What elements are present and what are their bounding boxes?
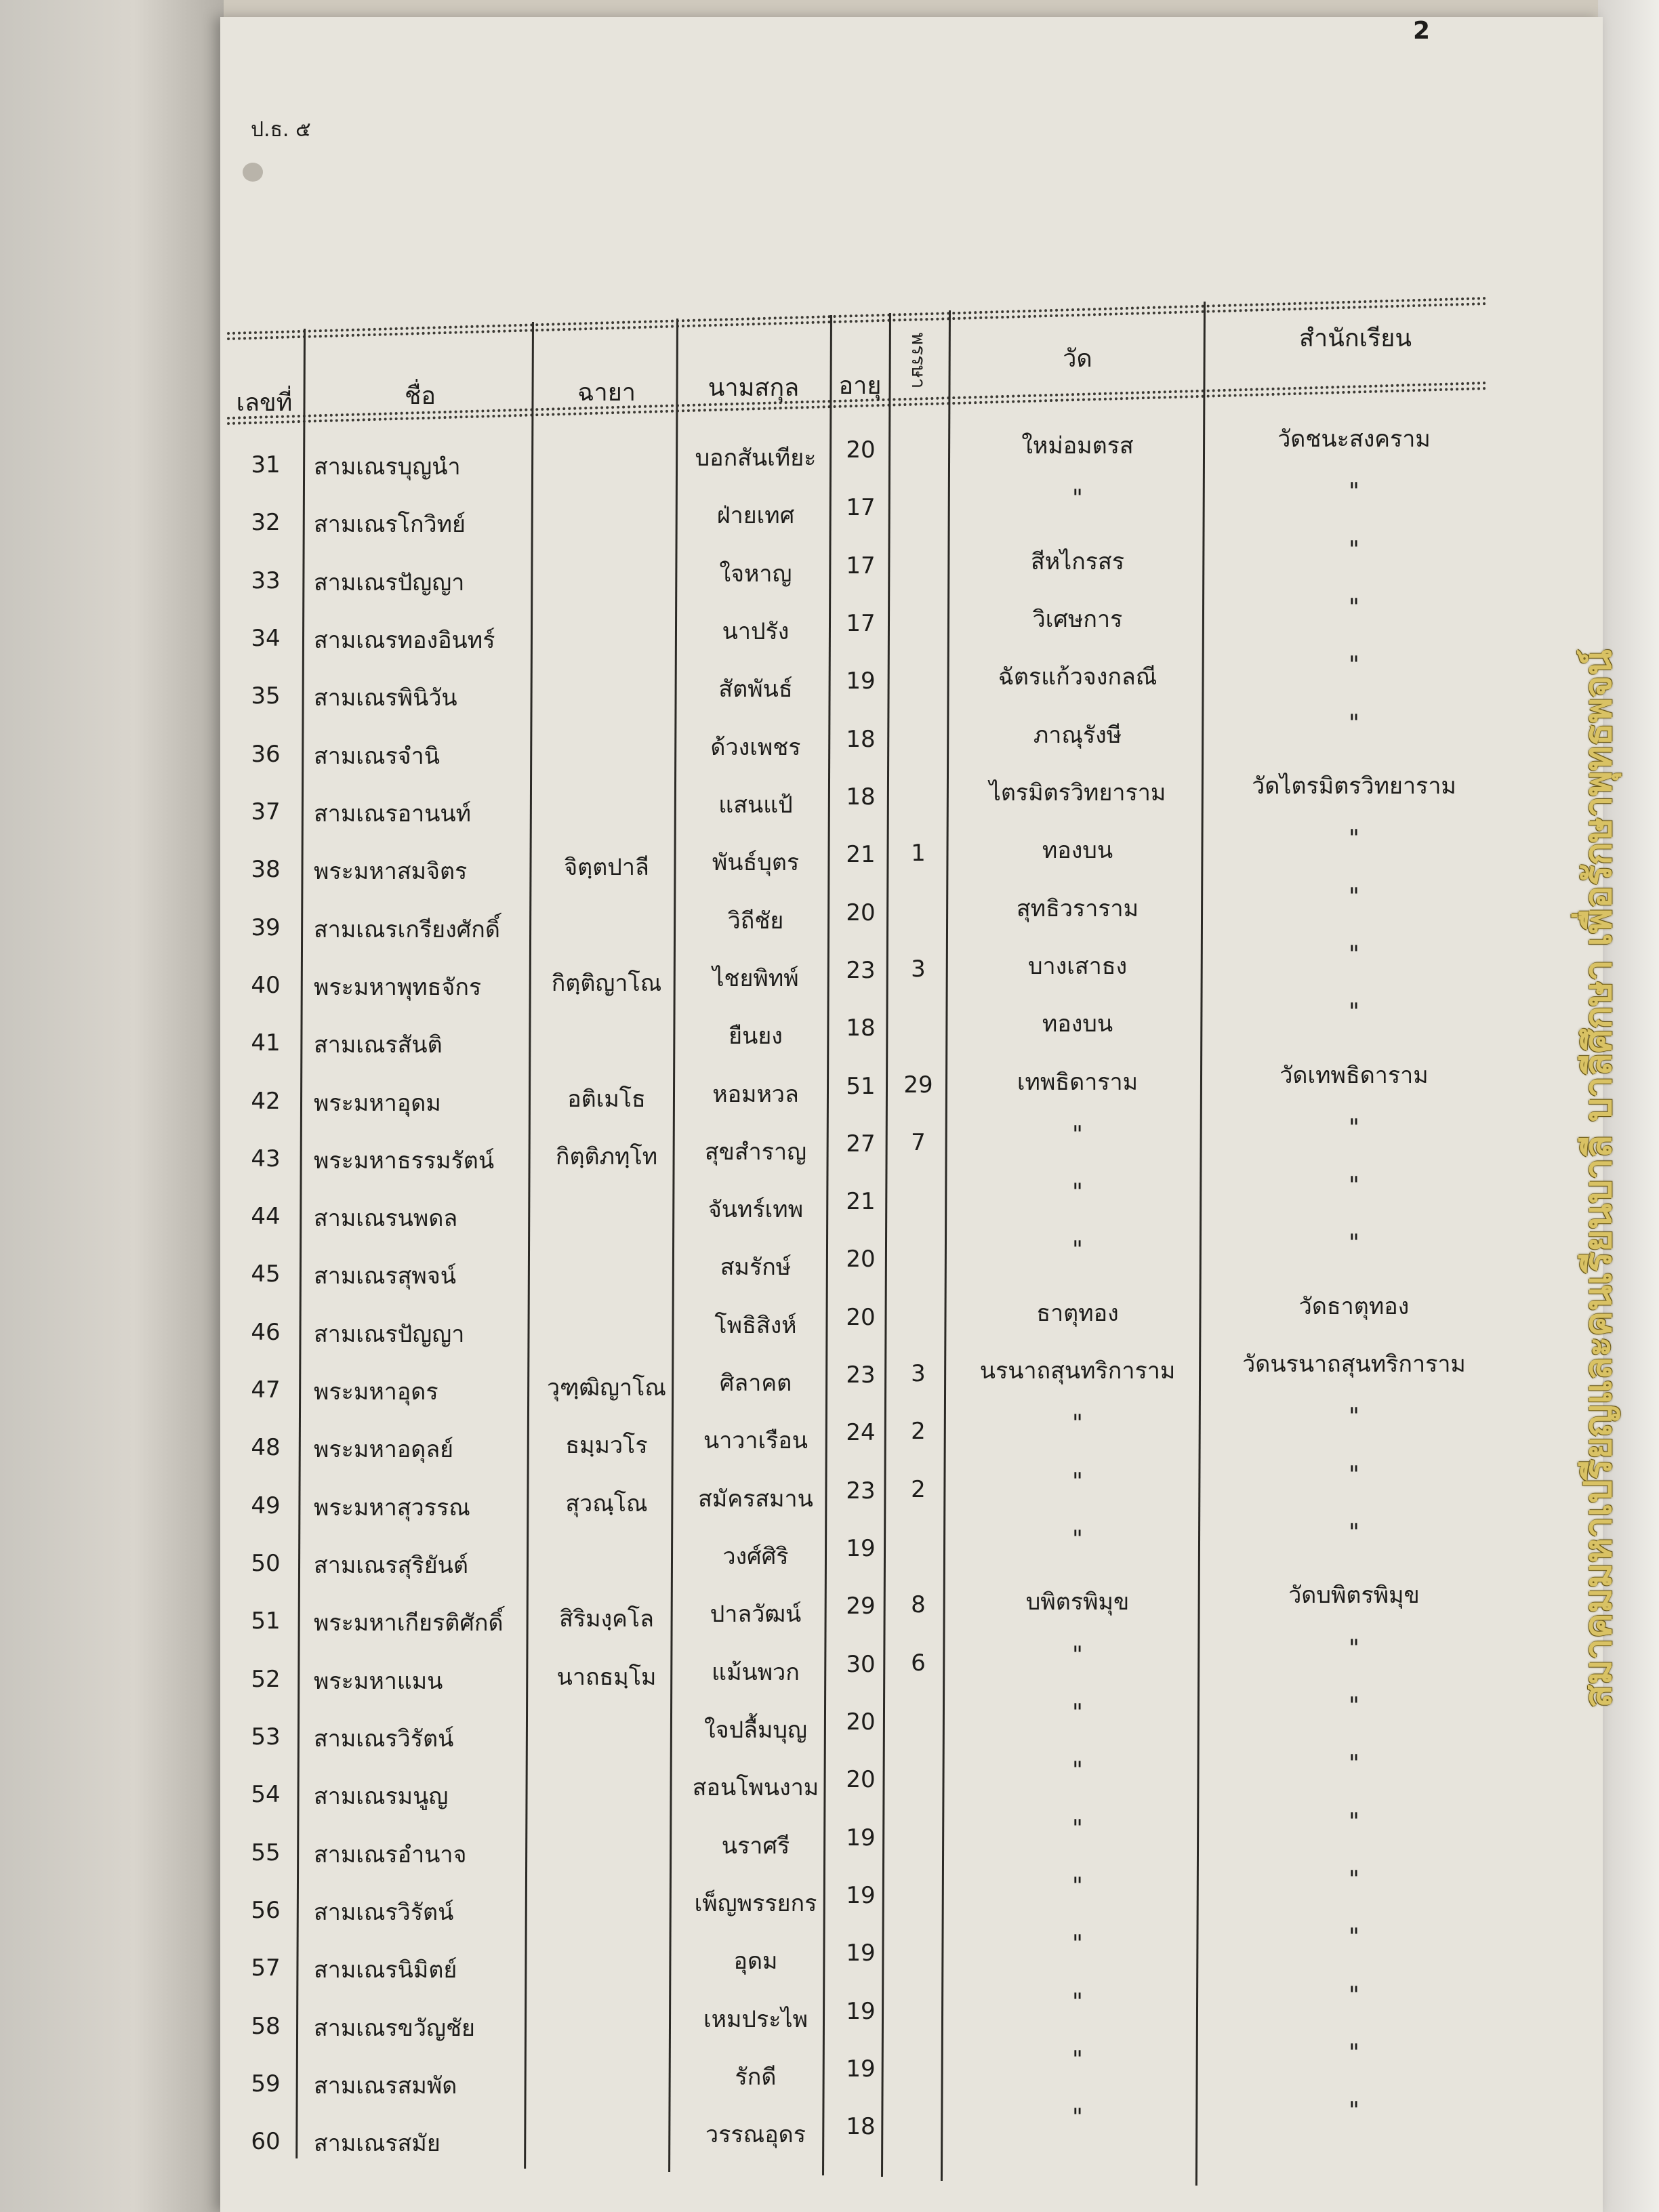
row-39-school: ": [1349, 882, 1359, 910]
row-52-wat: ": [1072, 1641, 1083, 1668]
row-46-wat: ธาตุทอง: [1036, 1299, 1119, 1327]
row-34-no: 34: [251, 624, 281, 652]
row-58-age: 19: [846, 1997, 876, 2025]
row-45-age: 20: [846, 1246, 876, 1273]
row-45-name: สามเณรสุพจน์: [314, 1263, 457, 1290]
row-33-age: 17: [846, 552, 876, 579]
row-56-name: สามเณรวิรัตน์: [314, 1899, 454, 1926]
row-52-surname: แม้นพวก: [712, 1658, 800, 1686]
row-39-wat: สุทธิวราราม: [1016, 895, 1139, 922]
row-39-name: สามเณรเกรียงศักดิ์: [314, 916, 500, 943]
row-31-name: สามเณรบุญนำ: [314, 453, 461, 480]
row-54-surname: สอนโพนงาม: [692, 1774, 819, 1802]
row-53-age: 20: [846, 1708, 876, 1736]
row-55-name: สามเณรอำนาจ: [314, 1841, 467, 1868]
row-42-alias: อติเมโธ: [567, 1085, 646, 1113]
row-53-surname: ใจปลื้มบุญ: [704, 1717, 807, 1744]
row-52-vassa: 6: [911, 1649, 926, 1677]
row-40-school: ": [1349, 940, 1359, 968]
row-38-surname: พันธ์บุตร: [712, 849, 800, 877]
row-56-wat: ": [1072, 1872, 1083, 1900]
row-60-school: ": [1349, 2097, 1359, 2125]
row-41-no: 41: [251, 1029, 281, 1057]
row-43-age: 27: [846, 1130, 876, 1158]
row-43-surname: สุขสำราญ: [704, 1138, 807, 1166]
row-43-no: 43: [251, 1145, 281, 1172]
row-36-no: 36: [251, 740, 281, 768]
row-41-age: 18: [846, 1015, 876, 1042]
row-47-vassa: 3: [911, 1360, 926, 1388]
row-38-wat: ทองบน: [1042, 837, 1113, 865]
row-53-school: ": [1349, 1692, 1359, 1720]
row-53-no: 53: [251, 1723, 281, 1751]
row-48-name: พระมหาอดุลย์: [314, 1436, 454, 1464]
row-55-wat: ": [1072, 1814, 1083, 1842]
row-48-wat: ": [1072, 1410, 1083, 1437]
row-60-no: 60: [251, 2128, 281, 2156]
row-51-name: พระมหาเกียรติศักดิ์: [314, 1610, 504, 1637]
row-58-wat: ": [1072, 1988, 1083, 2015]
row-52-school: ": [1349, 1634, 1359, 1662]
row-31-surname: บอกสันเทียะ: [695, 445, 817, 472]
row-48-alias: ธมฺมวโร: [565, 1432, 648, 1460]
row-56-age: 19: [846, 1882, 876, 1909]
row-37-no: 37: [251, 798, 281, 825]
row-40-surname: ไชยพิทพ์: [712, 964, 799, 992]
row-54-school: ": [1349, 1750, 1359, 1778]
row-58-school: ": [1349, 1981, 1359, 2009]
form-code: ป.ธ. ๕: [251, 118, 311, 142]
facing-page: [0, 0, 224, 2212]
row-31-wat: ใหม่อมตรส: [1021, 432, 1134, 459]
row-50-school: ": [1349, 1519, 1359, 1547]
row-35-no: 35: [251, 682, 281, 710]
row-40-vassa: 3: [911, 955, 926, 983]
header-surname: นามสกุล: [708, 374, 800, 402]
row-51-age: 29: [846, 1593, 876, 1620]
row-47-age: 23: [846, 1361, 876, 1389]
row-40-age: 23: [846, 956, 876, 984]
row-60-surname: วรรณอุดร: [705, 2121, 806, 2149]
row-55-school: ": [1349, 1807, 1359, 1835]
row-33-school: ": [1349, 535, 1359, 563]
row-34-name: สามเณรทองอินทร์: [314, 626, 495, 654]
row-51-wat: บพิตรพิมุข: [1025, 1589, 1130, 1616]
row-46-age: 20: [846, 1303, 876, 1331]
row-51-surname: ปาลวัฒน์: [710, 1601, 802, 1629]
row-60-age: 18: [846, 2113, 876, 2141]
row-52-alias: นาถธมฺโม: [556, 1663, 657, 1691]
row-37-surname: แสนแป้: [718, 791, 793, 819]
row-56-school: ": [1349, 1866, 1359, 1893]
row-46-surname: โพธิสิงห์: [714, 1311, 797, 1339]
header-wat: วัด: [1063, 345, 1092, 373]
row-42-age: 51: [846, 1072, 876, 1100]
row-35-school: ": [1349, 651, 1359, 679]
row-35-age: 19: [846, 668, 876, 695]
row-40-wat: บางเสาธง: [1027, 952, 1128, 980]
row-47-no: 47: [251, 1376, 281, 1404]
page-number: 2: [1413, 17, 1431, 45]
row-34-surname: นาปรัง: [722, 617, 790, 645]
row-47-name: พระมหาอุดร: [314, 1378, 438, 1406]
row-40-alias: กิตฺติญาโณ: [551, 969, 662, 997]
row-49-surname: สมัครสมาน: [698, 1485, 813, 1513]
row-49-alias: สุวณฺโณ: [565, 1490, 648, 1517]
row-38-no: 38: [251, 856, 281, 884]
row-37-name: สามเณรอานนท์: [314, 800, 472, 827]
row-50-wat: ": [1072, 1525, 1083, 1553]
row-47-alias: วุฑฺฒิญาโณ: [547, 1374, 666, 1402]
row-31-no: 31: [251, 451, 281, 478]
row-38-school: ": [1349, 825, 1359, 853]
row-35-name: สามเณรพินิวัน: [314, 684, 457, 712]
row-42-name: พระมหาอุดม: [314, 1089, 441, 1117]
row-39-age: 20: [846, 899, 876, 926]
row-44-school: ": [1349, 1172, 1359, 1200]
row-59-age: 19: [846, 2055, 876, 2083]
row-44-age: 21: [846, 1188, 876, 1216]
row-45-surname: สมรักษ์: [720, 1254, 792, 1282]
row-38-vassa: 1: [911, 840, 926, 867]
row-41-school: ": [1349, 998, 1359, 1026]
row-41-surname: ยืนยง: [729, 1023, 783, 1050]
row-42-wat: เทพธิดาราม: [1017, 1068, 1139, 1096]
row-50-no: 50: [251, 1550, 281, 1578]
row-50-surname: วงศ์ศิริ: [722, 1543, 789, 1571]
row-59-surname: รักดี: [735, 2063, 777, 2091]
row-59-no: 59: [251, 2070, 281, 2097]
row-31-school: วัดชนะสงคราม: [1277, 426, 1431, 453]
row-45-school: ": [1349, 1229, 1359, 1257]
row-46-no: 46: [251, 1318, 281, 1346]
row-47-surname: ศิลาคต: [719, 1370, 792, 1397]
row-49-no: 49: [251, 1492, 281, 1519]
row-59-school: ": [1349, 2039, 1359, 2066]
row-48-school: ": [1349, 1403, 1359, 1431]
row-37-age: 18: [846, 783, 876, 811]
row-38-name: พระมหาสมจิตร: [314, 858, 468, 886]
row-45-no: 45: [251, 1261, 281, 1288]
row-51-alias: สิริมงฺคโล: [559, 1605, 654, 1633]
row-51-school: วัดบพิตรพิมุข: [1288, 1582, 1420, 1610]
row-58-surname: เหมประไพ: [703, 2005, 808, 2033]
row-51-no: 51: [251, 1607, 281, 1635]
row-43-name: พระมหาธรรมรัตน์: [314, 1147, 495, 1174]
row-37-wat: ไตรมิตรวิทยาราม: [989, 779, 1166, 806]
row-49-vassa: 2: [911, 1475, 926, 1503]
row-52-name: พระมหาแมน: [314, 1667, 443, 1695]
row-39-surname: วิถีชัย: [727, 907, 784, 935]
row-31-age: 20: [846, 436, 876, 464]
row-36-wat: ภาณุรังษี: [1033, 721, 1122, 749]
row-49-name: พระมหาสุวรรณ: [314, 1494, 470, 1521]
row-54-age: 20: [846, 1766, 876, 1794]
row-37-school: วัดไตรมิตรวิทยาราม: [1252, 772, 1456, 800]
row-43-wat: ": [1072, 1120, 1083, 1148]
row-42-surname: หอมหวล: [712, 1080, 799, 1108]
row-52-age: 30: [846, 1650, 876, 1678]
row-45-wat: ": [1072, 1236, 1083, 1264]
row-56-surname: เพ็ญพรรยกร: [694, 1890, 817, 1917]
row-55-surname: นราศรี: [721, 1832, 790, 1860]
row-33-surname: ใจหาญ: [719, 560, 792, 588]
row-34-school: ": [1349, 593, 1359, 621]
row-50-name: สามเณรสุริยันต์: [314, 1552, 468, 1580]
row-38-alias: จิตฺตปาลี: [564, 854, 649, 882]
row-48-surname: นาวาเรือน: [703, 1427, 808, 1455]
row-34-wat: วิเศษการ: [1032, 605, 1123, 633]
row-32-name: สามเณรโกวิทย์: [314, 511, 466, 539]
row-49-age: 23: [846, 1477, 876, 1504]
row-58-no: 58: [251, 2012, 281, 2040]
row-41-name: สามเณรสันติ: [314, 1031, 443, 1059]
row-36-school: ": [1349, 709, 1359, 737]
row-54-name: สามเณรมนูญ: [314, 1783, 449, 1811]
row-57-school: ": [1349, 1923, 1359, 1951]
row-42-vassa: 29: [903, 1071, 933, 1099]
row-38-age: 21: [846, 841, 876, 869]
row-43-vassa: 7: [911, 1128, 926, 1156]
row-40-name: พระมหาพุทธจักร: [314, 973, 482, 1001]
row-39-no: 39: [251, 914, 281, 941]
row-55-no: 55: [251, 1839, 281, 1866]
header-alias: ฉายา: [577, 379, 636, 407]
row-59-wat: ": [1072, 2045, 1083, 2073]
row-43-school: ": [1349, 1113, 1359, 1141]
row-36-name: สามเณรจำนิ: [314, 742, 440, 770]
row-46-school: วัดธาตุทอง: [1298, 1292, 1410, 1320]
row-57-no: 57: [251, 1954, 281, 1982]
row-47-wat: นรนาถสุนทริการาม: [979, 1357, 1176, 1385]
row-32-wat: ": [1072, 485, 1083, 512]
row-57-age: 19: [846, 1940, 876, 1967]
row-44-no: 44: [251, 1203, 281, 1231]
row-50-age: 19: [846, 1535, 876, 1563]
header-no: เลขที่: [236, 389, 293, 417]
header-age: อายุ: [838, 372, 882, 400]
header-name: ชื่อ: [404, 382, 436, 410]
row-33-name: สามเณรปัญญา: [314, 569, 465, 596]
row-32-surname: ฝ่ายเทศ: [716, 502, 795, 530]
row-32-no: 32: [251, 509, 281, 537]
row-49-school: ": [1349, 1460, 1359, 1488]
row-49-wat: ": [1072, 1467, 1083, 1495]
row-53-wat: ": [1072, 1699, 1083, 1727]
row-35-wat: ฉัตรแก้วจงกลณี: [998, 663, 1158, 691]
row-32-age: 17: [846, 494, 876, 522]
row-48-age: 24: [846, 1419, 876, 1447]
row-36-age: 18: [846, 725, 876, 753]
watermark: สมาคมมหาเปรียญและคนเรียนบาลี บาลีศึกษา เพื่อรักษาพุทธพจน์: [1576, 649, 1620, 1708]
row-60-name: สามเณรสมัย: [314, 2130, 441, 2158]
header-school: สำนักเรียน: [1299, 325, 1412, 352]
row-55-age: 19: [846, 1824, 876, 1851]
row-44-name: สามเณรนพดล: [314, 1205, 458, 1233]
row-60-wat: ": [1072, 2104, 1083, 2131]
punch-hole: [243, 163, 263, 182]
row-32-school: ": [1349, 478, 1359, 506]
header-vassa: พรรษา: [907, 332, 930, 389]
row-58-name: สามเณรขวัญชัย: [314, 2014, 475, 2042]
row-46-name: สามเณรปัญญา: [314, 1320, 465, 1348]
row-48-no: 48: [251, 1434, 281, 1462]
row-53-name: สามเณรวิรัตน์: [314, 1725, 454, 1753]
row-42-school: วัดเทพธิดาราม: [1279, 1061, 1429, 1089]
row-35-surname: สัตพันธ์: [718, 676, 793, 703]
row-40-no: 40: [251, 971, 281, 999]
row-54-no: 54: [251, 1781, 281, 1809]
row-33-wat: สีหไกรสร: [1030, 548, 1125, 575]
row-42-no: 42: [251, 1087, 281, 1115]
row-44-surname: จันทร์เทพ: [708, 1196, 804, 1224]
row-54-wat: ": [1072, 1757, 1083, 1784]
row-41-wat: ทองบน: [1042, 1010, 1113, 1038]
row-52-no: 52: [251, 1665, 281, 1693]
row-34-age: 17: [846, 609, 876, 637]
row-36-surname: ด้วงเพชร: [710, 733, 801, 761]
row-57-name: สามเณรนิมิตย์: [314, 1957, 457, 1984]
row-48-vassa: 2: [911, 1418, 926, 1446]
row-44-wat: ": [1072, 1179, 1083, 1206]
row-47-school: วัดนรนาถสุนทริการาม: [1242, 1351, 1466, 1378]
row-43-alias: กิตฺติภทฺโท: [555, 1143, 658, 1170]
row-56-no: 56: [251, 1897, 281, 1924]
row-57-wat: ": [1072, 1930, 1083, 1958]
row-33-no: 33: [251, 567, 281, 594]
row-57-surname: อุดม: [733, 1948, 778, 1975]
row-59-name: สามเณรสมพัด: [314, 2072, 457, 2100]
row-51-vassa: 8: [911, 1591, 926, 1619]
